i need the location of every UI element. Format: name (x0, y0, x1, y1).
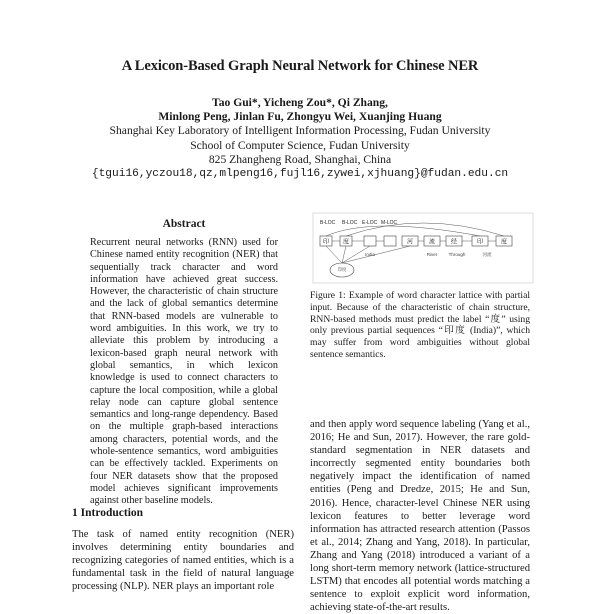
char-text: 印 (322, 238, 330, 246)
tag-label: M-LOC (381, 220, 398, 226)
word-label: India (365, 252, 375, 257)
paper-title: A Lexicon-Based Graph Neural Network for Chinese NER (121, 58, 479, 74)
char-text: 度 (500, 238, 508, 246)
char-text: 度 (342, 238, 350, 246)
intro-text: The task of named entity recognition (NER) involves determining entity boundaries and recognizing categories of named entities, which is a fundamental task in the field of natural language processing (NLP). NER plays an important role (72, 529, 294, 593)
tag-label: B-LOC (342, 220, 358, 226)
word-label: Through (448, 252, 466, 257)
figure-1-diagram (312, 212, 534, 284)
tag-label: B-LOC (320, 220, 336, 226)
figure-1-caption: Figure 1: Example of word character lattice with partial input. Because of the characteristic of chain structure, RNN-based methods must predict the label “度” using only previous partial sequences “印度 (India)”, which may suffer from word ambiguities without global sentence semantics. (310, 290, 530, 360)
char-text: 河 (406, 238, 414, 246)
affiliation-line-1: Shanghai Key Laboratory of Intelligent Information Processing, Fudan University (109, 124, 491, 137)
address-line: 825 Zhangheng Road, Shanghai, China (208, 153, 392, 166)
affiliation-line-2: School of Computer Science, Fudan University (190, 139, 410, 152)
word-label: 河流 (482, 252, 492, 257)
intro-heading: 1 Introduction (72, 507, 144, 519)
tag-label: E-LOC (362, 220, 378, 226)
abstract-text: Recurrent neural networks (RNN) used for Chinese named entity recognition (NER) that sequentially track character and word information have achieved great success. However, the characteristic of chain structure and the lack of global semantics determine that RNN-based models are vulnerable to word ambiguities. In this work, we try to alleviate this problem by introducing a lexicon-based graph neural network with global semantics, in which lexicon knowledge is used to connect characters to capture the local composition, while a global relay node can capture global sentence semantics and long-range dependency. Based on the multiple graph-based interactions among characters, potential words, and the whole-sentence semantics, word ambiguities can be effectively tackled. Experiments on four NER datasets show that the proposed model achieves significant improvements against other baseline models. (90, 237, 278, 507)
char-text: 经 (450, 238, 458, 246)
authors-line-2: Minlong Peng, Jinlan Fu, Zhongyu Wei, Xuanjing Huang (158, 110, 442, 123)
char-text: 印 (476, 238, 484, 246)
right-column-text: and then apply word sequence labeling (Yang et al., 2016; He and Sun, 2017). However, the rare gold-standard segmentation in NER datasets and incorrectly segmented entity boundaries both negatively impact the identification of named entities (Peng and Dredze, 2015; He and Sun, 2016). Hence, character-level Chinese NER using lexicon features to better leverage word information has attracted research attention (Passos et al., 2014; Zhang and Yang, 2018). In particular, Zhang and Yang (2018) introduced a variant of a long short-term memory network (lattice-structured LSTM) that encodes all potential words matching a sentence to exploit explicit word information, achieving state-of-the-art results. (310, 419, 530, 614)
word-label: River (426, 252, 438, 257)
abstract-heading: Abstract (162, 218, 206, 230)
char-text: 流 (428, 238, 436, 246)
char-node (364, 236, 376, 246)
char-node (384, 236, 396, 246)
email-line: {tgui16,yczou18,qz,mlpeng16,fujl16,zywei,xjhuang}@fudan.edu.cn (91, 168, 509, 180)
authors-line-1: Tao Gui*, Yicheng Zou*, Qi Zhang, (212, 96, 388, 109)
relay-label: 印度 (337, 267, 347, 272)
